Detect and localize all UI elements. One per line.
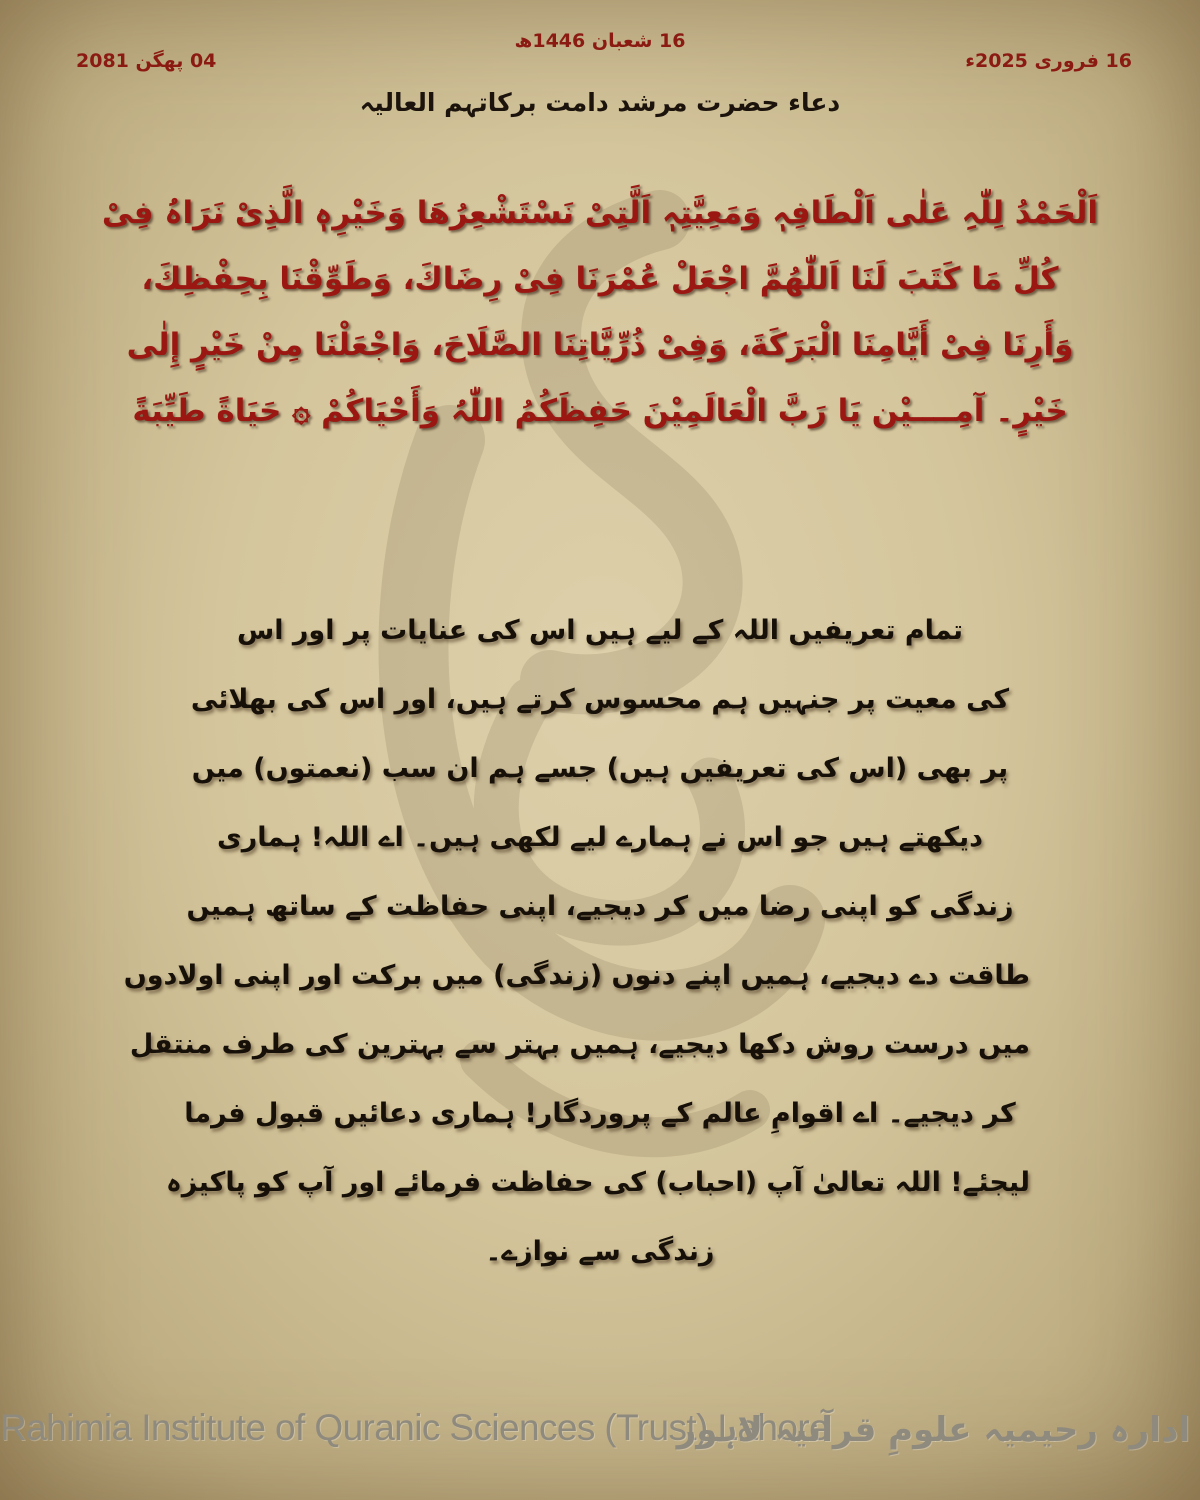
urdu-line: زندگی سے نوازے۔: [485, 1236, 715, 1267]
urdu-translation-text: [123, 596, 1030, 1286]
arabic-line: اَلْحَمْدُ لِلّٰہِ عَلٰی اَلْطَافِہٖ وَمَعِیَّتِہٖ اَلَّتِیْ نَسْتَشْعِرُھَا وَخَیْرِہٖ الَّذِیْ نَرَاہُ فِیْ: [101, 195, 1099, 231]
urdu-line: کی معیت پر جنہیں ہم محسوس کرتے ہیں، اور اس کی بھلائی: [190, 684, 1010, 715]
hijri-date: 16 شعبان 1446ھ: [514, 30, 686, 52]
institute-name-english: Rahimia Institute of Quranic Sciences (Trust) Lahore: [0, 1407, 830, 1448]
urdu-line: پر بھی (اس کی تعریفیں ہیں) جسے ہم ان سب (نعمتوں) میں: [191, 753, 1009, 784]
arabic-line: خَیْرٍ۔ آمِــــیْن یَا رَبَّ الْعَالَمِیْنَ حَفِظَکُمُ اللّٰہُ وَأَحْیَاکُمْ ۞ حَیَاةً طَیِّبَةً: [132, 393, 1068, 429]
urdu-line: زندگی کو اپنی رضا میں کر دیجیے، اپنی حفاظت کے ساتھ ہمیں: [186, 891, 1014, 922]
arabic-prayer-text: [90, 180, 1110, 444]
urdu-line: تمام تعریفیں اللہ کے لیے ہیں اس کی عنایات پر اور اس: [236, 615, 964, 646]
gregorian-date: 16 فروری 2025ء: [965, 50, 1132, 72]
prayer-heading: دعاء حضرت مرشد دامت برکاتہم العالیہ: [359, 88, 841, 117]
urdu-line: کر دیجیے۔ اے اقوامِ عالم کے پروردگار! ہماری دعائیں قبول فرما: [184, 1098, 1016, 1129]
date-header: [0, 30, 1200, 80]
urdu-line: میں درست روش دکھا دیجیے، ہمیں بہتر سے بہترین کی طرف منتقل: [129, 1029, 1030, 1060]
bikrami-date: 04 پھگن 2081: [76, 50, 217, 72]
arabic-line: وَأَرِنَا فِیْ أَیَّامِنَا الْبَرَکَةَ، وَفِیْ ذُرِّیَّاتِنَا الصَّلَاحَ، وَاجْعَلْنَا مِنْ خَیْرٍ إِلٰی: [126, 327, 1074, 363]
urdu-line: طاقت دے دیجیے، ہمیں اپنے دنوں (زندگی) میں برکت اور اپنی اولادوں: [123, 960, 1030, 991]
urdu-line: دیکھتے ہیں جو اس نے ہمارے لیے لکھی ہیں۔ اے اللہ! ہماری: [216, 822, 984, 853]
institute-logo-urdu: ادارہ رحیمیہ علومِ قرآنیہ لاہور: [676, 1410, 1190, 1450]
urdu-line: لیجئے! اللہ تعالیٰ آپ (احباب) کی حفاظت فرمائے اور آپ کو پاکیزہ: [165, 1167, 1030, 1198]
arabic-line: کُلِّ مَا کَتَبَ لَنَا اَللّٰھُمَّ اجْعَلْ عُمْرَنَا فِیْ رِضَاكَ، وَطَوِّقْنَا بِحِفْظِكَ،: [141, 261, 1059, 297]
